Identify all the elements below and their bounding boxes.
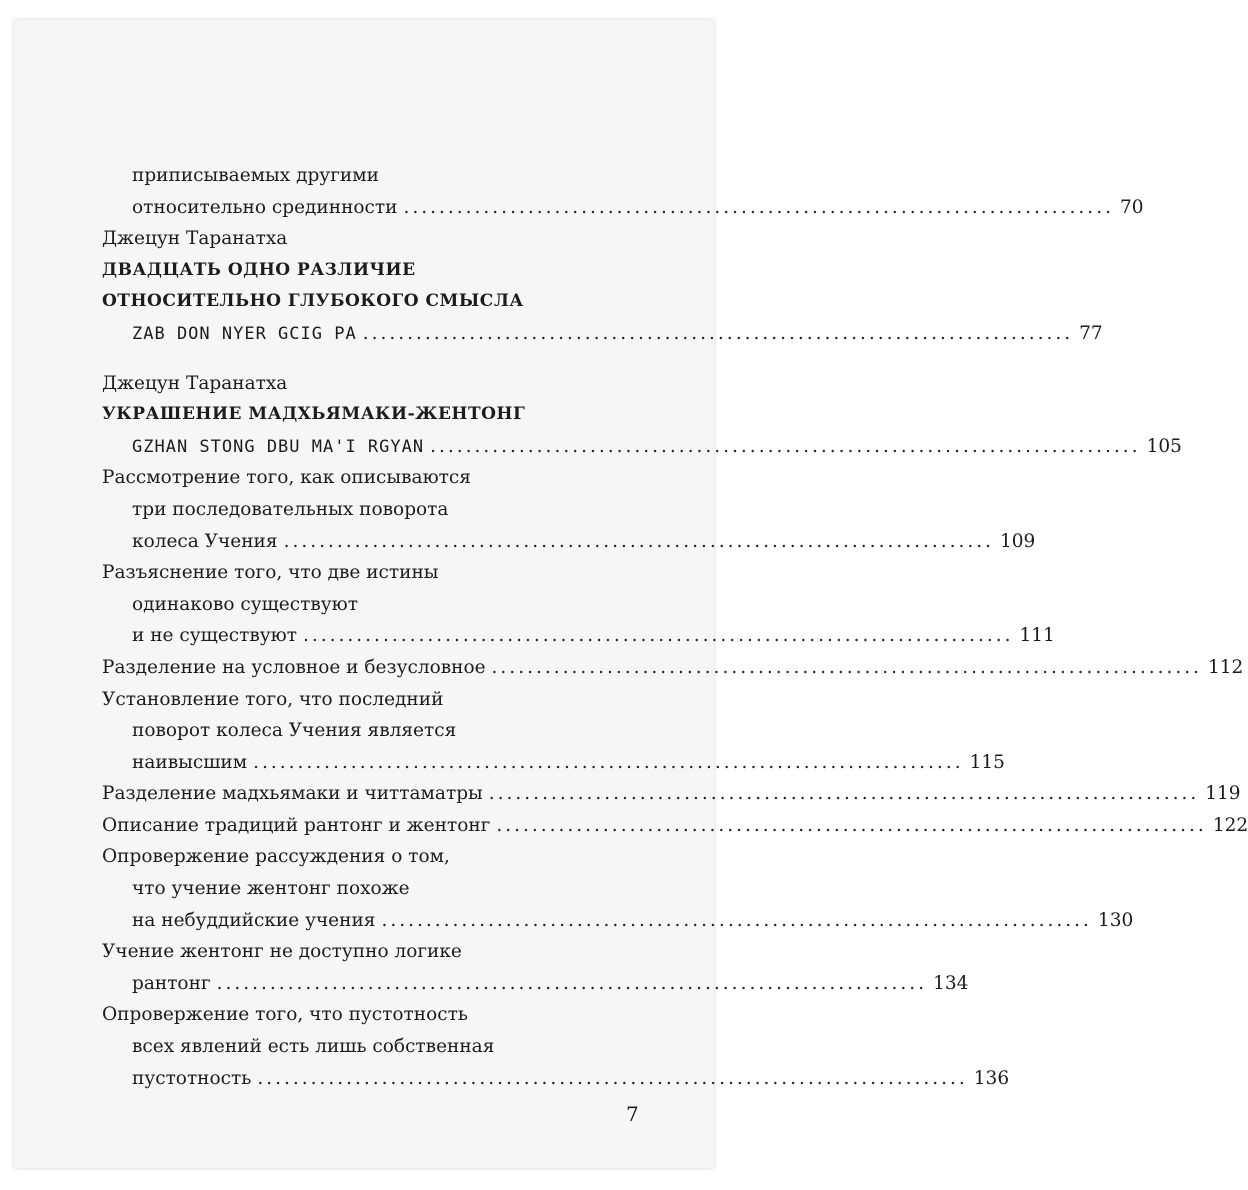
toc-line xyxy=(102,160,642,192)
toc-page-number: 111 xyxy=(1019,625,1055,647)
toc-line xyxy=(102,462,642,494)
leader-dots: ................................................................................ xyxy=(253,751,964,773)
work-title-line: ОТНОСИТЕЛЬНО ГЛУБОКОГО СМЫСЛА xyxy=(102,291,524,312)
toc-text: Разделение мадхьямаки и читтаматры xyxy=(102,783,483,805)
toc-text: Установление того, что последний xyxy=(102,688,444,710)
toc-page-number: 112 xyxy=(1208,656,1244,678)
leader-dots: ................................................................................ xyxy=(257,1067,968,1089)
toc-author xyxy=(102,223,642,255)
toc-entry-tail xyxy=(102,905,1134,937)
leader-dots: ................................................................................ xyxy=(362,322,1074,344)
toc-line xyxy=(102,1031,642,1063)
toc-entry-tail xyxy=(102,526,1036,558)
toc-text: одинаково существуют xyxy=(132,593,358,615)
leader-dots: ................................................................................ xyxy=(403,196,1114,218)
toc-line xyxy=(102,684,642,716)
toc-entry-tail xyxy=(102,747,1005,779)
book-page xyxy=(14,20,1248,1168)
leader-dots: ................................................................................ xyxy=(488,783,1200,805)
toc-text: Рассмотрение того, как описываются xyxy=(102,467,471,489)
leader-dots: ................................................................................ xyxy=(303,625,1014,647)
toc-work-title xyxy=(102,255,642,287)
toc-text: и не существуют xyxy=(132,625,298,647)
toc-text: колеса Учения xyxy=(132,530,278,552)
toc-text: поворот колеса Учения является xyxy=(132,720,457,742)
toc-page-number: 119 xyxy=(1205,783,1241,805)
work-title-line: ДВАДЦАТЬ ОДНО РАЗЛИЧИЕ xyxy=(102,259,416,280)
toc-text: относительно срединности xyxy=(132,196,398,218)
toc-text: три последовательных поворота xyxy=(132,498,449,520)
toc-text: на небуддийские учения xyxy=(132,909,376,931)
toc-text: рантонг xyxy=(132,972,211,994)
toc-text: что учение жентонг похоже xyxy=(132,878,410,900)
toc-entry-tail xyxy=(102,431,1182,463)
toc-text: пустотность xyxy=(132,1067,252,1089)
toc-work-title xyxy=(102,286,642,318)
toc-text: наивысшим xyxy=(132,751,248,773)
toc-entry-tail xyxy=(102,778,1241,810)
leader-dots: ................................................................................ xyxy=(283,530,995,552)
toc-page-number: 134 xyxy=(933,972,969,994)
toc-entry-tail xyxy=(102,192,1144,224)
leader-dots: ................................................................................ xyxy=(496,814,1207,836)
author-name: Джецун Таранатха xyxy=(102,372,288,394)
toc-entry-tail xyxy=(102,620,1055,652)
toc-line xyxy=(102,841,642,873)
toc-page-number: 115 xyxy=(969,751,1005,773)
toc-text: Разделение на условное и безусловное xyxy=(102,656,486,678)
leader-dots: ................................................................................ xyxy=(381,909,1092,931)
work-title-line: УКРАШЕНИЕ МАДХЬЯМАКИ-ЖЕНТОНГ xyxy=(102,404,526,425)
toc-page-number: 105 xyxy=(1146,435,1182,457)
toc-page-number: 122 xyxy=(1212,814,1248,836)
toc-text: приписываемых другими xyxy=(132,165,379,186)
toc-page-number: 109 xyxy=(1000,530,1036,552)
toc-text: Разъяснение того, что две истины xyxy=(102,562,439,584)
toc-line xyxy=(102,557,642,589)
toc-page-number: 70 xyxy=(1119,196,1144,218)
spacer xyxy=(102,350,642,368)
toc-line xyxy=(102,873,642,905)
toc-line xyxy=(102,589,642,621)
page-number: 7 xyxy=(626,1102,639,1126)
toc-entry-tail xyxy=(102,968,969,1000)
toc-entry-tail xyxy=(102,810,1248,842)
toc-line xyxy=(102,715,642,747)
leader-dots: ................................................................................ xyxy=(216,972,928,994)
leader-dots: ................................................................................ xyxy=(430,435,1141,457)
toc-work-title xyxy=(102,399,642,431)
toc-line xyxy=(102,936,642,968)
author-name: Джецун Таранатха xyxy=(102,228,288,250)
tibetan-transliteration: GZHAN STONG DBU MA'I RGYAN xyxy=(132,436,425,457)
toc-page-number: 77 xyxy=(1079,322,1103,344)
tibetan-transliteration: ZAB DON NYER GCIG PA xyxy=(132,323,357,344)
toc-page-number: 136 xyxy=(973,1067,1010,1089)
toc-line xyxy=(102,494,642,526)
toc-text: всех явлений есть лишь собственная xyxy=(132,1036,495,1058)
toc-entry-tail xyxy=(102,1063,1010,1095)
toc-entry-tail xyxy=(102,652,1244,684)
toc-entry-tail xyxy=(102,318,1103,350)
toc-text: Опровержение того, что пустотность xyxy=(102,1004,468,1026)
toc-text: Учение жентонг не доступно логике xyxy=(102,941,462,963)
toc-page-number: 130 xyxy=(1097,909,1134,931)
toc-text: Опровержение рассуждения о том, xyxy=(102,846,450,868)
leader-dots: ................................................................................ xyxy=(491,656,1202,678)
toc-author xyxy=(102,368,642,400)
toc-line xyxy=(102,999,642,1031)
table-of-contents xyxy=(102,160,1248,1094)
toc-text: Описание традиций рантонг и жентонг xyxy=(102,814,491,836)
